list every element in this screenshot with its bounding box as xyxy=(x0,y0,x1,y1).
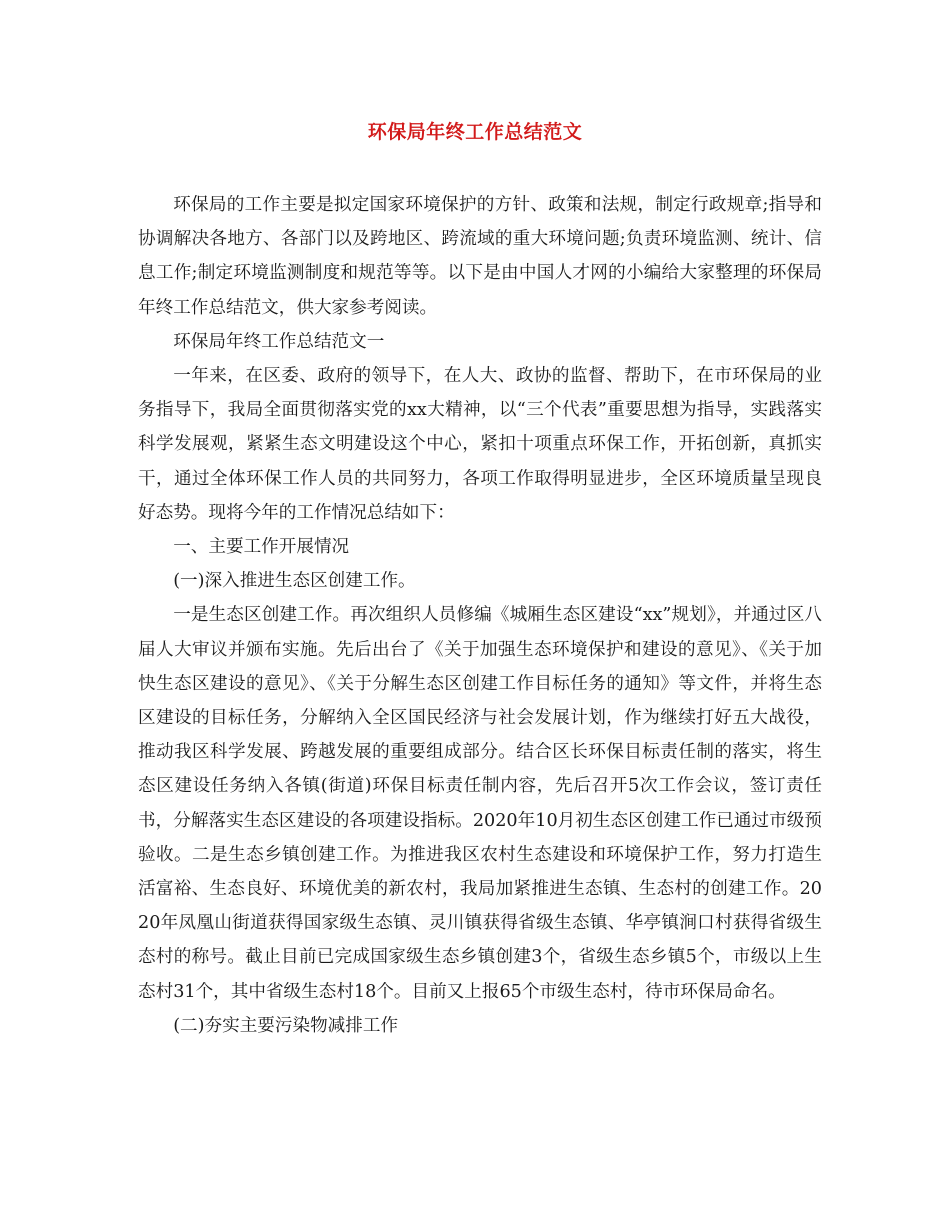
document-title: 环保局年终工作总结范文 xyxy=(367,121,583,143)
section-heading: 环保局年终工作总结范文一 xyxy=(173,331,385,352)
eco-district-paragraph: 一是生态区创建工作。再次组织人员修编《城厢生态区建设“xx”规划》，并通过区八届人大审议并颁布实施。先后出台了《关于加强生态环境保护和建设的意见》、《关于加快生态区建设的意见》、《关于分解生态区创建工作目标任务的通知》等文件，并将生态区建设的目标任务，分解纳入全区国民经济与社会发展计划，作为继续打好五大战役，推动我区科学发展、跨越发展的重要组成部分。结合区长环保目标责任制的落实，将生态区建设任务纳入各镇(街道)环保目标责任制内容，先后召开5次工作会议，签订责任书，分解落实生态区建设的各项建设指标。2020年10月初生态区创建工作已通过市级预验收。二是生态乡镇创建工作。为推进我区农村生态建设和环境保护工作，努力打造生活富裕、生态良好、环境优美的新农村，我局加紧推进生态镇、生态村的创建工作。2020年凤凰山街道获得国家级生态镇、灵川镇获得省级生态镇、华亭镇涧口村获得省级生态村的称号。截止目前已完成国家级生态乡镇创建3个，省级生态乡镇5个，市级以上生态村31个，其中省级生态村18个。目前又上报65个市级生态村，待市环保局命名。 xyxy=(138,605,822,1002)
intro-paragraph: 环保局的工作主要是拟定国家环境保护的方针、政策和法规，制定行政规章;指导和协调解决各地方、各部门以及跨地区、跨流域的重大环境问题;负责环境监测、统计、信息工作;制定环境监测制度和规范等等。以下是由中国人才网的小编给大家整理的环保局年终工作总结范文，供大家参考阅读。 xyxy=(138,195,822,318)
subsection-heading: (二)夯实主要污染物减排工作 xyxy=(173,1015,399,1036)
overview-paragraph: 一年来，在区委、政府的领导下，在人大、政协的监督、帮助下，在市环保局的业务指导下，我局全面贯彻落实党的xx大精神，以“三个代表”重要思想为指导，实践落实科学发展观，紧紧生态文明建设这个中心，紧扣十项重点环保工作，开拓创新，真抓实干，通过全体环保工作人员的共同努力，各项工作取得明显进步，全区环境质量呈现良好态势。现将今年的工作情况总结如下： xyxy=(138,366,822,523)
part-heading: 一、主要工作开展情况 xyxy=(173,537,350,558)
document-body xyxy=(138,188,822,1043)
subsection-heading: (一)深入推进生态区创建工作。 xyxy=(173,571,416,592)
